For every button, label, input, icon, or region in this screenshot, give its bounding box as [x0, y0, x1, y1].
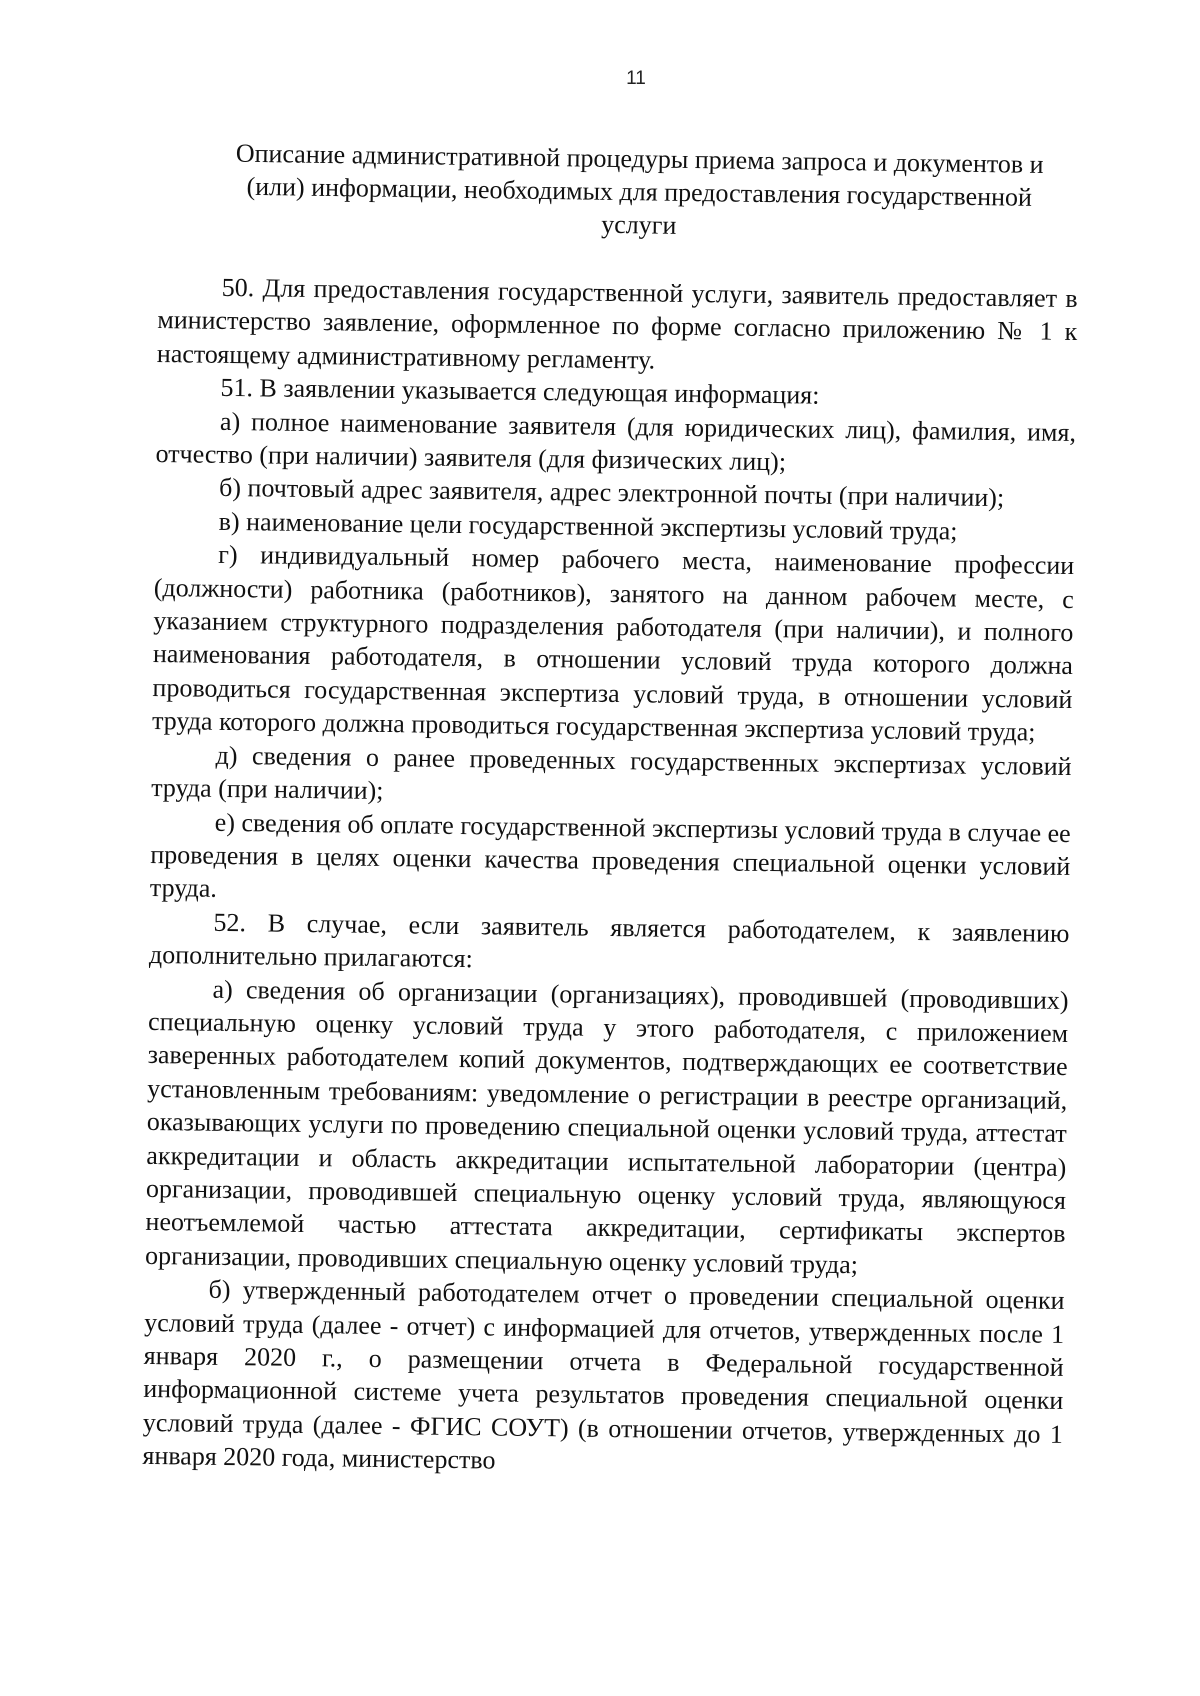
section-title [189, 136, 1090, 248]
section-title-line-1: Описание административной процедуры приема запроса и документов и [235, 138, 1044, 179]
paragraph-52-a: а) сведения об организации (организациях), проводившей (проводивших) специальную оценку условий труда у этого работодателя, с приложением заверенных работодателем копий документов, подтверждающих ее соответствие установленным требованиям: уведомление о регистрации в реестре организаций, оказывающих услуги по проведению специальной оценки условий труда, аттестат аккредитации и область аккредитации испытательной лаборатории (центра) организации, проводившей специальную оценку условий труда, являющуюся неотъемлемой частью аттестата аккредитации, сертификаты экспертов организации, проводивших специальную оценку условий труда; [144, 974, 1069, 1280]
paragraph-52: 52. В случае, если заявитель является работодателем, к заявлению дополнительно прилагаются: [148, 907, 1070, 974]
paragraph-51-e: е) сведения об оплате государственной экспертизы условий труда в случае ее проведения в целях оценки качества проведения специальной оценки условий труда. [149, 807, 1071, 904]
page-number: 11 [626, 68, 646, 89]
paragraph-51-d: д) сведения о ранее проведенных государственных экспертизах условий труда (при наличии); [151, 740, 1072, 806]
paragraph-51-a: а) полное наименование заявителя (для юридических лиц), фамилия, имя, отчество (при наличии) заявителя (для физических лиц); [155, 406, 1077, 477]
paragraph-51-g: г) индивидуальный номер рабочего места, наименование профессии (должности) работника (работников), занятого на данном рабочем месте, с указанием структурного подразделения работодателя (при наличии), и полного наименования работодателя, в отношении условий труда которого должна проводиться государственная экспертиза условий труда, в отношении условий труда которого должна проводиться государственная экспертиза условий труда; [151, 540, 1075, 747]
paragraph-51-b: б) почтовый адрес заявителя, адрес электронной почты (при наличии); [218, 473, 1005, 513]
section-title-line-2: (или) информации, необходимых для предоставления государственной [246, 171, 1033, 212]
paragraph-51: 51. В заявлении указывается следующая информация: [220, 373, 820, 410]
paragraph-50: 50. Для предоставления государственной услуги, заявитель предоставляет в министерство заявление, оформленное по форме согласно приложению № 1 к настоящему административному регламенту. [156, 272, 1078, 375]
paragraph-52-b: б) утвержденный работодателем отчет о проведении специальной оценки условий труда (далее - отчет) с информацией для отчетов, утвержденных после 1 января 2020 г., о размещении отчета в Федеральной государственной информационной системе учета результатов проведения специальной оценки условий труда (далее - ФГИС СОУТ) (в отношении отчетов, утвержденных до 1 января 2020 года, министерство [142, 1274, 1065, 1475]
document-body [142, 270, 1078, 1485]
section-title-line-3: услуги [601, 209, 677, 240]
paragraph-51-v: в) наименование цели государственной экспертизы условий труда; [218, 506, 958, 546]
